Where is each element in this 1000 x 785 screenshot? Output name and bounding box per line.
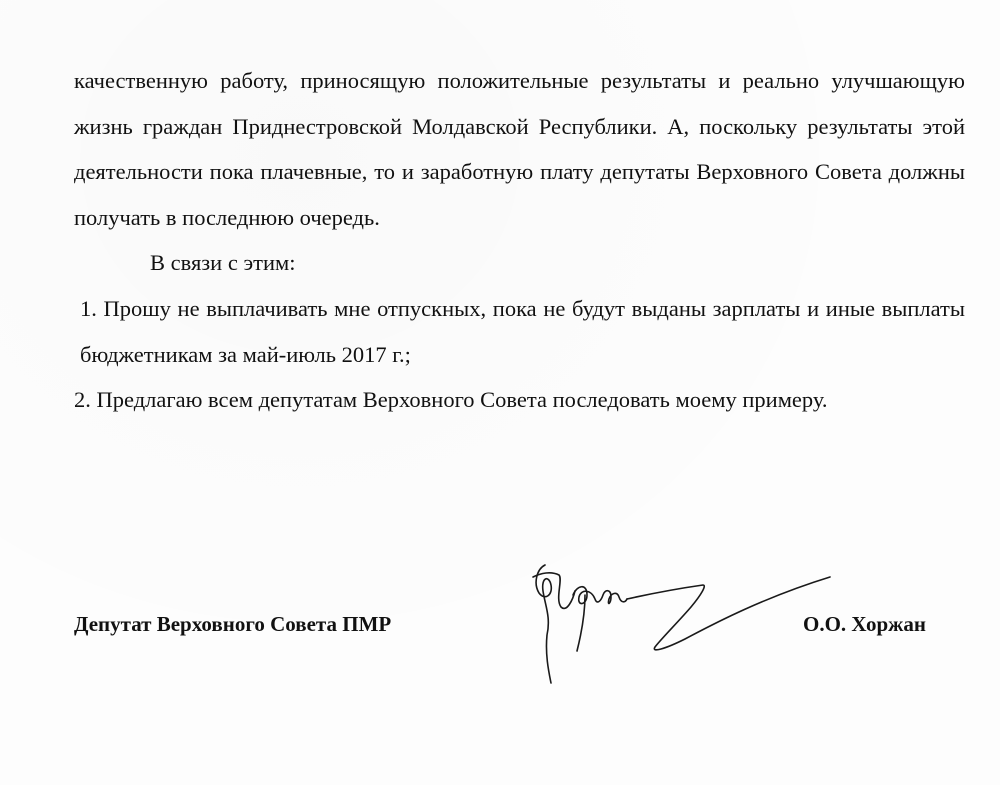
- signatory-name: О.О. Хоржан: [803, 612, 926, 636]
- handwritten-signature: [515, 555, 840, 690]
- signatory-title: Депутат Верховного Совета ПМР: [74, 612, 392, 636]
- signature-stroke-2: [533, 573, 575, 609]
- signature-stroke-3: [573, 587, 627, 604]
- list-item-2: 2. Предлагаю всем депутатам Верховного Совета последовать моему примеру.: [74, 387, 828, 413]
- paragraph-in-connection: В связи с этим:: [150, 250, 296, 276]
- signature-row: [0, 600, 1000, 660]
- letter-body: [74, 58, 965, 423]
- paragraph-intro: качественную работу, приносящую положительные результаты и реально улучшающую жизнь граждан Приднестровской Молдавской Республики. А, поскольку результаты этой деятельности пока плачевные, то и заработную плату депутаты Верховного Совета должны получать в последнюю очередь.: [74, 68, 965, 230]
- list-item-1: 1. Прошу не выплачивать мне отпускных, пока не будут выданы зарплаты и иные выплаты бюджетникам за май-июль 2017 г.;: [80, 295, 965, 367]
- signature-stroke-1: [536, 565, 551, 683]
- signature-stroke-5: [627, 577, 830, 650]
